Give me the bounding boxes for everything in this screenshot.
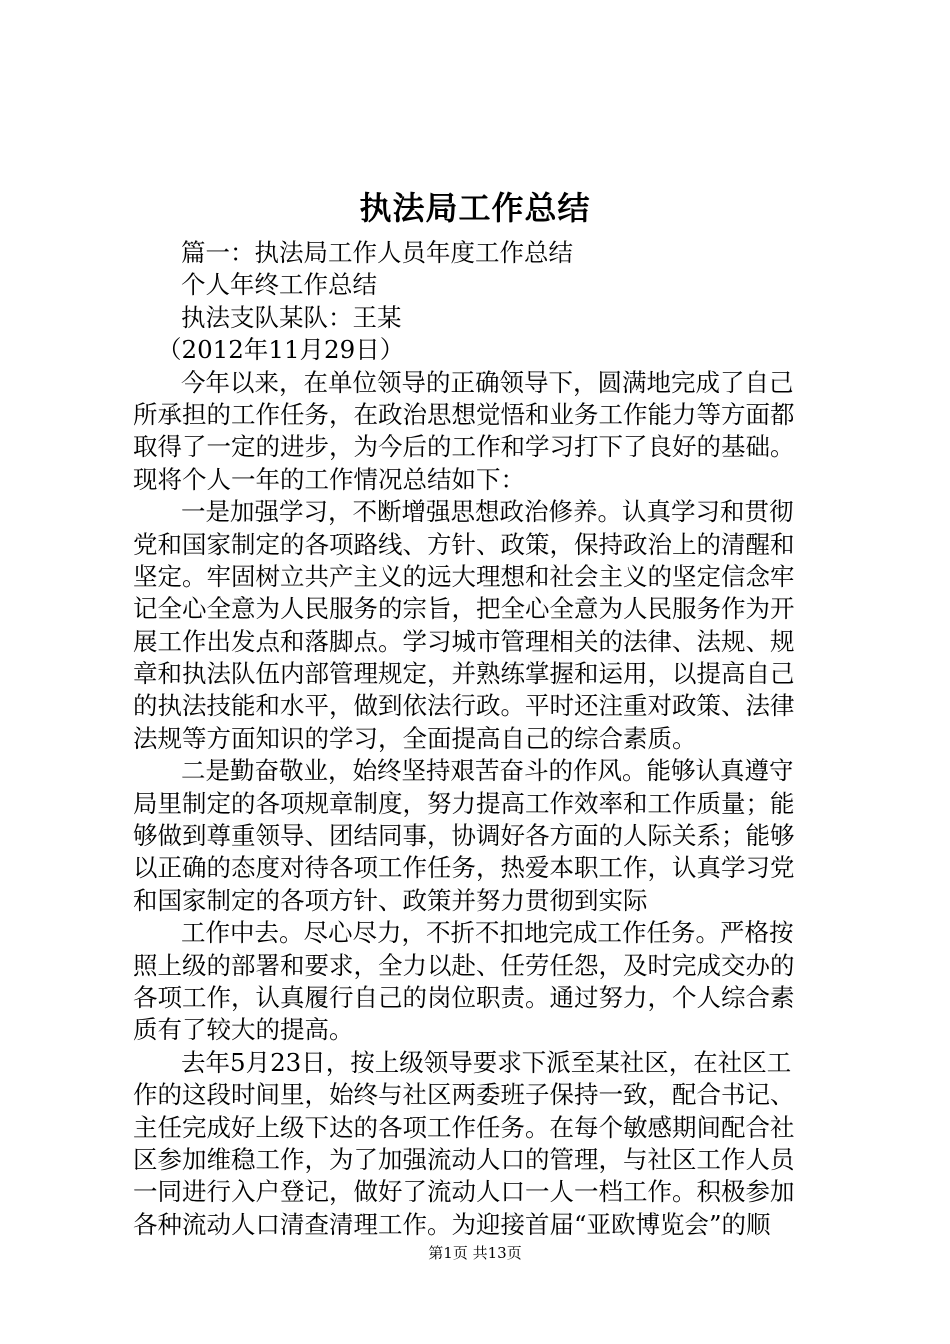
text-line: 一是加强学习，不断增强思想政治修养。认真学习和贯彻 bbox=[181, 497, 794, 527]
text-line: 够做到尊重领导、团结同事，协调好各方面的人际关系；能够 bbox=[133, 821, 795, 851]
text-line: 章和执法队伍内部管理规定，并熟练掌握和运用，以提高自己 bbox=[133, 659, 795, 689]
text-line: 个人年终工作总结 bbox=[181, 270, 377, 300]
text-line: 二是勤奋敬业，始终坚持艰苦奋斗的作风。能够认真遵守 bbox=[181, 756, 794, 786]
text-line: 取得了一定的进步，为今后的工作和学习打下了良好的基础。 bbox=[133, 432, 795, 462]
text-line: 去年5月23日，按上级领导要求下派至某社区，在社区工 bbox=[181, 1047, 792, 1077]
text-line: 执法支队某队：王某 bbox=[181, 302, 402, 332]
text-line: 今年以来，在单位领导的正确领导下，圆满地完成了自己 bbox=[181, 367, 794, 397]
text-line: 现将个人一年的工作情况总结如下： bbox=[133, 464, 525, 494]
text-line: 以正确的态度对待各项工作任务，热爱本职工作，认真学习党 bbox=[133, 853, 795, 883]
text-line: 坚定。牢固树立共产主义的远大理想和社会主义的坚定信念牢 bbox=[133, 561, 795, 591]
text-line: 各项工作，认真履行自己的岗位职责。通过努力，个人综合素 bbox=[133, 982, 795, 1012]
text-line: 的执法技能和水平，做到依法行政。平时还注重对政策、法律 bbox=[133, 691, 795, 721]
text-line: 主任完成好上级下达的各项工作任务。在每个敏感期间配合社 bbox=[133, 1112, 795, 1142]
text-line: 作的这段时间里，始终与社区两委班子保持一致，配合书记、 bbox=[133, 1080, 795, 1110]
text-line: 记全心全意为人民服务的宗旨，把全心全意为人民服务作为开 bbox=[133, 594, 795, 624]
text-line: 篇一：执法局工作人员年度工作总结 bbox=[181, 238, 573, 267]
text-line: 法规等方面知识的学习，全面提高自己的综合素质。 bbox=[133, 723, 697, 753]
document-title: 执法局工作总结 bbox=[359, 189, 591, 227]
text-line: 展工作出发点和落脚点。学习城市管理相关的法律、法规、规 bbox=[133, 626, 795, 656]
text-line: 工作中去。尽心尽力，不折不扣地完成工作任务。严格按 bbox=[181, 918, 794, 948]
text-line: 党和国家制定的各项路线、方针、政策，保持政治上的清醒和 bbox=[133, 529, 795, 559]
text-line: 和国家制定的各项方针、政策并努力贯彻到实际 bbox=[133, 885, 648, 915]
text-line: 质有了较大的提高。 bbox=[133, 1015, 354, 1045]
text-line: 局里制定的各项规章制度，努力提高工作效率和工作质量；能 bbox=[133, 788, 795, 818]
page-footer: 第1页 共13页 bbox=[428, 1244, 522, 1262]
text-line: 区参加维稳工作，为了加强流动人口的管理，与社区工作人员 bbox=[133, 1144, 795, 1174]
text-line: 照上级的部署和要求，全力以赴、任劳任怨，及时完成交办的 bbox=[133, 950, 795, 980]
text-line: 所承担的工作任务，在政治思想觉悟和业务工作能力等方面都 bbox=[133, 399, 795, 429]
text-line: （2012年11月29日） bbox=[157, 335, 405, 365]
text-line: 各种流动人口清查清理工作。为迎接首届“亚欧博览会”的顺 bbox=[133, 1209, 771, 1239]
text-line: 一同进行入户登记，做好了流动人口一人一档工作。积极参加 bbox=[133, 1177, 795, 1207]
document-body bbox=[133, 237, 833, 1241]
